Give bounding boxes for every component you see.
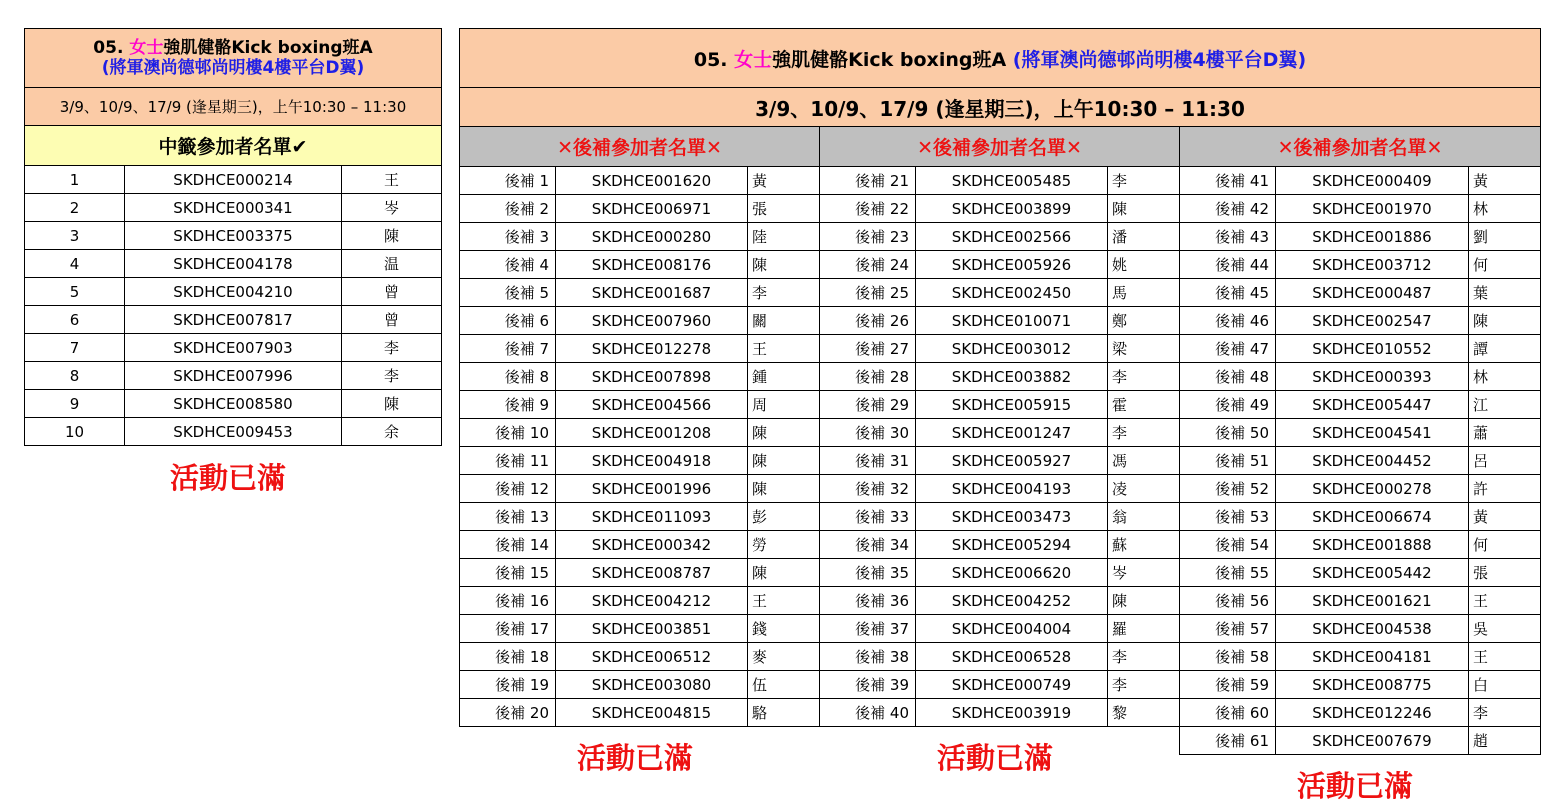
waitlist-code: SKDHCE000393: [1276, 363, 1469, 391]
waitlist-surname: 白: [1469, 671, 1541, 699]
waitlist-header-1: ✕後補參加者名單✕: [460, 127, 820, 167]
winner-row: [25, 362, 442, 390]
waitlist-table: [459, 28, 1541, 755]
waitlist-number: 後補 50: [1180, 419, 1276, 447]
waitlist-number: 後補 34: [820, 531, 916, 559]
waitlist-number: 後補 29: [820, 391, 916, 419]
waitlist-code: SKDHCE006528: [916, 643, 1108, 671]
waitlist-row: [460, 503, 1541, 531]
waitlist-code: SKDHCE000749: [916, 671, 1108, 699]
waitlist-number: 後補 21: [820, 167, 916, 195]
waitlist-number: 後補 8: [460, 363, 556, 391]
waitlist-code: SKDHCE004566: [556, 391, 748, 419]
waitlist-code: SKDHCE005927: [916, 447, 1108, 475]
waitlist-number: 後補 4: [460, 251, 556, 279]
waitlist-surname: 駱: [748, 699, 820, 727]
waitlist-number: 後補 17: [460, 615, 556, 643]
waitlist-number: 後補 52: [1180, 475, 1276, 503]
winner-number: 5: [25, 278, 125, 306]
waitlist-surname: 陸: [748, 223, 820, 251]
empty-cell: [1108, 727, 1180, 755]
waitlist-code: SKDHCE008787: [556, 559, 748, 587]
waitlist-row: [460, 587, 1541, 615]
left-full-notice: 活動已滿: [170, 461, 287, 495]
waitlist-number: 後補 44: [1180, 251, 1276, 279]
winner-row: [25, 390, 442, 418]
waitlist-surname: 趙: [1469, 727, 1541, 755]
waitlist-number: 後補 56: [1180, 587, 1276, 615]
waitlist-surname: 李: [1108, 643, 1180, 671]
waitlist-number: 後補 36: [820, 587, 916, 615]
waitlist-row: [460, 615, 1541, 643]
waitlist-number: 後補 28: [820, 363, 916, 391]
winner-number: 8: [25, 362, 125, 390]
winner-surname: 王: [342, 166, 442, 194]
waitlist-number: 後補 38: [820, 643, 916, 671]
winner-code: SKDHCE004178: [125, 250, 342, 278]
waitlist-code: SKDHCE005447: [1276, 391, 1469, 419]
waitlist-surname: 梁: [1108, 335, 1180, 363]
waitlist-row: [460, 251, 1541, 279]
waitlist-code: SKDHCE007960: [556, 307, 748, 335]
waitlist-code: SKDHCE010071: [916, 307, 1108, 335]
empty-cell: [820, 727, 916, 755]
waitlist-number: 後補 30: [820, 419, 916, 447]
waitlist-number: 後補 35: [820, 559, 916, 587]
waitlist-code: SKDHCE000342: [556, 531, 748, 559]
waitlist-number: 後補 33: [820, 503, 916, 531]
waitlist-code: SKDHCE004918: [556, 447, 748, 475]
waitlist-code: SKDHCE003080: [556, 671, 748, 699]
waitlist-row: [460, 531, 1541, 559]
winner-row: [25, 222, 442, 250]
waitlist-row: [460, 223, 1541, 251]
waitlist-surname: 王: [748, 587, 820, 615]
waitlist-code: SKDHCE004452: [1276, 447, 1469, 475]
waitlist-surname: 江: [1469, 391, 1541, 419]
empty-cell: [460, 727, 556, 755]
right-title-rest: 強肌健骼Kick boxing班A: [772, 48, 1013, 71]
waitlist-number: 後補 32: [820, 475, 916, 503]
winner-surname: 岑: [342, 194, 442, 222]
waitlist-number: 後補 51: [1180, 447, 1276, 475]
right-title-pink: 女士: [734, 48, 773, 71]
waitlist-number: 後補 26: [820, 307, 916, 335]
waitlist-surname: 張: [748, 195, 820, 223]
waitlist-code: SKDHCE002566: [916, 223, 1108, 251]
waitlist-number: 後補 43: [1180, 223, 1276, 251]
winner-number: 1: [25, 166, 125, 194]
waitlist-surname: 蘇: [1108, 531, 1180, 559]
waitlist-number: 後補 47: [1180, 335, 1276, 363]
waitlist-surname: 鍾: [748, 363, 820, 391]
waitlist-number: 後補 19: [460, 671, 556, 699]
waitlist-code: SKDHCE010552: [1276, 335, 1469, 363]
waitlist-row: [460, 447, 1541, 475]
winner-number: 4: [25, 250, 125, 278]
waitlist-surname: 周: [748, 391, 820, 419]
waitlist-code: SKDHCE006512: [556, 643, 748, 671]
waitlist-number: 後補 9: [460, 391, 556, 419]
waitlist-surname: 林: [1469, 195, 1541, 223]
waitlist-number: 後補 11: [460, 447, 556, 475]
waitlist-code: SKDHCE002547: [1276, 307, 1469, 335]
waitlist-number: 後補 15: [460, 559, 556, 587]
waitlist-code: SKDHCE003899: [916, 195, 1108, 223]
waitlist-row: [460, 671, 1541, 699]
waitlist-number: 後補 6: [460, 307, 556, 335]
winner-number: 7: [25, 334, 125, 362]
waitlist-number: 後補 25: [820, 279, 916, 307]
waitlist-header-2: ✕後補參加者名單✕: [820, 127, 1180, 167]
waitlist-surname: 勞: [748, 531, 820, 559]
winner-code: SKDHCE009453: [125, 418, 342, 446]
waitlist-number: 後補 53: [1180, 503, 1276, 531]
waitlist-code: SKDHCE004538: [1276, 615, 1469, 643]
winner-surname: 陳: [342, 222, 442, 250]
winner-row: [25, 250, 442, 278]
winner-number: 2: [25, 194, 125, 222]
waitlist-code: SKDHCE006620: [916, 559, 1108, 587]
waitlist-number: 後補 2: [460, 195, 556, 223]
waitlist-surname: 李: [1108, 671, 1180, 699]
waitlist-number: 後補 46: [1180, 307, 1276, 335]
waitlist-number: 後補 54: [1180, 531, 1276, 559]
waitlist-surname: 黃: [748, 167, 820, 195]
waitlist-code: SKDHCE001886: [1276, 223, 1469, 251]
waitlist-surname: 陳: [748, 251, 820, 279]
waitlist-surname: 譚: [1469, 335, 1541, 363]
winners-list-header: 中籤參加者名單✔: [25, 126, 442, 166]
waitlist-row: [460, 559, 1541, 587]
winner-row: [25, 334, 442, 362]
waitlist-surname: 陳: [748, 559, 820, 587]
waitlist-surname: 伍: [748, 671, 820, 699]
waitlist-surname: 陳: [748, 447, 820, 475]
waitlist-number: 後補 49: [1180, 391, 1276, 419]
waitlist-code: SKDHCE004815: [556, 699, 748, 727]
waitlist-row: [460, 335, 1541, 363]
waitlist-surname: 葉: [1469, 279, 1541, 307]
waitlist-code: SKDHCE004181: [1276, 643, 1469, 671]
waitlist-code: SKDHCE012246: [1276, 699, 1469, 727]
waitlist-surname: 潘: [1108, 223, 1180, 251]
winner-code: SKDHCE008580: [125, 390, 342, 418]
winner-surname: 余: [342, 418, 442, 446]
waitlist-code: SKDHCE001620: [556, 167, 748, 195]
waitlist-surname: 翁: [1108, 503, 1180, 531]
waitlist-code: SKDHCE003712: [1276, 251, 1469, 279]
waitlist-surname: 陳: [748, 475, 820, 503]
left-title-rest: 強肌健骼Kick boxing班A: [163, 38, 373, 58]
waitlist-surname: 黃: [1469, 503, 1541, 531]
winner-surname: 曾: [342, 306, 442, 334]
waitlist-surname: 羅: [1108, 615, 1180, 643]
waitlist-number: 後補 59: [1180, 671, 1276, 699]
winner-code: SKDHCE007996: [125, 362, 342, 390]
waitlist-surname: 李: [1469, 699, 1541, 727]
waitlist-code: SKDHCE012278: [556, 335, 748, 363]
waitlist-surname: 錢: [748, 615, 820, 643]
waitlist-surname: 黃: [1469, 167, 1541, 195]
waitlist-code: SKDHCE000409: [1276, 167, 1469, 195]
waitlist-number: 後補 61: [1180, 727, 1276, 755]
right-schedule: 3/9、10/9、17/9 (逢星期三)，上午10:30 – 11:30: [460, 88, 1541, 127]
winner-code: SKDHCE007817: [125, 306, 342, 334]
waitlist-number: 後補 58: [1180, 643, 1276, 671]
waitlist-row: [460, 279, 1541, 307]
waitlist-code: SKDHCE000278: [1276, 475, 1469, 503]
winner-row: [25, 306, 442, 334]
waitlist-code: SKDHCE004212: [556, 587, 748, 615]
waitlist-surname: 何: [1469, 251, 1541, 279]
waitlist-code: SKDHCE004004: [916, 615, 1108, 643]
waitlist-code: SKDHCE003473: [916, 503, 1108, 531]
waitlist-number: 後補 5: [460, 279, 556, 307]
winner-surname: 曾: [342, 278, 442, 306]
winner-surname: 李: [342, 334, 442, 362]
waitlist-surname: 何: [1469, 531, 1541, 559]
waitlist-code: SKDHCE000280: [556, 223, 748, 251]
winner-number: 6: [25, 306, 125, 334]
waitlist-number: 後補 22: [820, 195, 916, 223]
waitlist-code: SKDHCE005485: [916, 167, 1108, 195]
winner-code: SKDHCE003375: [125, 222, 342, 250]
waitlist-code: SKDHCE003012: [916, 335, 1108, 363]
waitlist-code: SKDHCE007898: [556, 363, 748, 391]
waitlist-surname: 李: [1108, 363, 1180, 391]
waitlist-number: 後補 3: [460, 223, 556, 251]
waitlist-surname: 岑: [1108, 559, 1180, 587]
waitlist-number: 後補 41: [1180, 167, 1276, 195]
waitlist-code: SKDHCE002450: [916, 279, 1108, 307]
waitlist-surname: 凌: [1108, 475, 1180, 503]
waitlist-code: SKDHCE004541: [1276, 419, 1469, 447]
waitlist-number: 後補 13: [460, 503, 556, 531]
waitlist-surname: 林: [1469, 363, 1541, 391]
waitlist-surname: 呂: [1469, 447, 1541, 475]
left-location: (將軍澳尚德邨尚明樓4樓平台D翼): [101, 58, 365, 78]
waitlist-number: 後補 7: [460, 335, 556, 363]
waitlist-surname: 關: [748, 307, 820, 335]
left-title-pink: 女士: [129, 38, 164, 58]
waitlist-surname: 許: [1469, 475, 1541, 503]
waitlist-code: SKDHCE001687: [556, 279, 748, 307]
waitlist-surname: 彭: [748, 503, 820, 531]
waitlist-code: SKDHCE006674: [1276, 503, 1469, 531]
empty-cell: [748, 727, 820, 755]
waitlist-code: SKDHCE001208: [556, 419, 748, 447]
right-title-prefix: 05.: [693, 48, 735, 71]
waitlist-surname: 馬: [1108, 279, 1180, 307]
waitlist-code: SKDHCE005926: [916, 251, 1108, 279]
waitlist-surname: 霍: [1108, 391, 1180, 419]
waitlist-code: SKDHCE005442: [1276, 559, 1469, 587]
waitlist-code: SKDHCE005294: [916, 531, 1108, 559]
waitlist-row: [460, 363, 1541, 391]
waitlist-number: 後補 16: [460, 587, 556, 615]
waitlist-code: SKDHCE001621: [1276, 587, 1469, 615]
waitlist-code: SKDHCE011093: [556, 503, 748, 531]
winner-code: SKDHCE000214: [125, 166, 342, 194]
waitlist-surname: 蕭: [1469, 419, 1541, 447]
waitlist-code: SKDHCE000487: [1276, 279, 1469, 307]
left-schedule: 3/9、10/9、17/9 (逢星期三)，上午10:30 – 11:30: [25, 88, 442, 126]
winner-number: 3: [25, 222, 125, 250]
right-location: (將軍澳尚德邨尚明樓4樓平台D翼): [1012, 48, 1307, 71]
winner-number: 10: [25, 418, 125, 446]
waitlist-surname: 黎: [1108, 699, 1180, 727]
waitlist-code: SKDHCE003919: [916, 699, 1108, 727]
left-title-prefix: 05.: [93, 38, 130, 58]
waitlist-surname: 陳: [748, 419, 820, 447]
waitlist-number: 後補 40: [820, 699, 916, 727]
winner-number: 9: [25, 390, 125, 418]
waitlist-surname: 吳: [1469, 615, 1541, 643]
winner-surname: 温: [342, 250, 442, 278]
right-title-cell: [460, 29, 1541, 88]
waitlist-number: 後補 1: [460, 167, 556, 195]
waitlist-surname: 王: [1469, 643, 1541, 671]
waitlist-code: SKDHCE003851: [556, 615, 748, 643]
waitlist-code: SKDHCE008775: [1276, 671, 1469, 699]
waitlist-number: 後補 45: [1180, 279, 1276, 307]
waitlist-full-notice-2: 活動已滿: [937, 741, 1054, 775]
waitlist-row: [460, 419, 1541, 447]
waitlist-number: 後補 31: [820, 447, 916, 475]
waitlist-number: 後補 39: [820, 671, 916, 699]
waitlist-number: 後補 27: [820, 335, 916, 363]
waitlist-code: SKDHCE001247: [916, 419, 1108, 447]
waitlist-code: SKDHCE001970: [1276, 195, 1469, 223]
waitlist-number: 後補 14: [460, 531, 556, 559]
waitlist-number: 後補 18: [460, 643, 556, 671]
winner-row: [25, 418, 442, 446]
left-title-cell: [25, 29, 442, 88]
winner-code: SKDHCE000341: [125, 194, 342, 222]
winner-row: [25, 194, 442, 222]
waitlist-surname: 陳: [1108, 587, 1180, 615]
waitlist-row: [460, 307, 1541, 335]
waitlist-surname: 劉: [1469, 223, 1541, 251]
waitlist-number: 後補 23: [820, 223, 916, 251]
waitlist-full-notice-3: 活動已滿: [1297, 769, 1414, 803]
waitlist-code: SKDHCE007679: [1276, 727, 1469, 755]
waitlist-number: 後補 55: [1180, 559, 1276, 587]
winner-surname: 陳: [342, 390, 442, 418]
waitlist-row: [460, 643, 1541, 671]
waitlist-row: [460, 391, 1541, 419]
waitlist-row: [460, 195, 1541, 223]
waitlist-surname: 王: [1469, 587, 1541, 615]
waitlist-surname: 李: [1108, 419, 1180, 447]
waitlist-surname: 馮: [1108, 447, 1180, 475]
winners-table: [24, 28, 442, 446]
waitlist-surname: 王: [748, 335, 820, 363]
waitlist-code: SKDHCE005915: [916, 391, 1108, 419]
winner-surname: 李: [342, 362, 442, 390]
waitlist-code: SKDHCE001888: [1276, 531, 1469, 559]
winner-row: [25, 166, 442, 194]
waitlist-number: 後補 10: [460, 419, 556, 447]
waitlist-code: SKDHCE008176: [556, 251, 748, 279]
waitlist-row: [460, 699, 1541, 727]
waitlist-row: [460, 167, 1541, 195]
waitlist-number: 後補 12: [460, 475, 556, 503]
waitlist-surname: 鄭: [1108, 307, 1180, 335]
waitlist-number: 後補 57: [1180, 615, 1276, 643]
waitlist-surname: 姚: [1108, 251, 1180, 279]
waitlist-surname: 麥: [748, 643, 820, 671]
winner-code: SKDHCE004210: [125, 278, 342, 306]
waitlist-code: SKDHCE006971: [556, 195, 748, 223]
waitlist-surname: 陳: [1469, 307, 1541, 335]
winner-row: [25, 278, 442, 306]
waitlist-row: [460, 475, 1541, 503]
waitlist-surname: 李: [748, 279, 820, 307]
waitlist-number: 後補 60: [1180, 699, 1276, 727]
waitlist-full-notice-1: 活動已滿: [577, 741, 694, 775]
waitlist-number: 後補 37: [820, 615, 916, 643]
waitlist-number: 後補 24: [820, 251, 916, 279]
winner-code: SKDHCE007903: [125, 334, 342, 362]
waitlist-number: 後補 48: [1180, 363, 1276, 391]
waitlist-surname: 李: [1108, 167, 1180, 195]
waitlist-header-3: ✕後補參加者名單✕: [1180, 127, 1541, 167]
waitlist-code: SKDHCE004193: [916, 475, 1108, 503]
waitlist-number: 後補 20: [460, 699, 556, 727]
waitlist-surname: 張: [1469, 559, 1541, 587]
waitlist-code: SKDHCE001996: [556, 475, 748, 503]
waitlist-surname: 陳: [1108, 195, 1180, 223]
waitlist-code: SKDHCE003882: [916, 363, 1108, 391]
waitlist-code: SKDHCE004252: [916, 587, 1108, 615]
waitlist-number: 後補 42: [1180, 195, 1276, 223]
